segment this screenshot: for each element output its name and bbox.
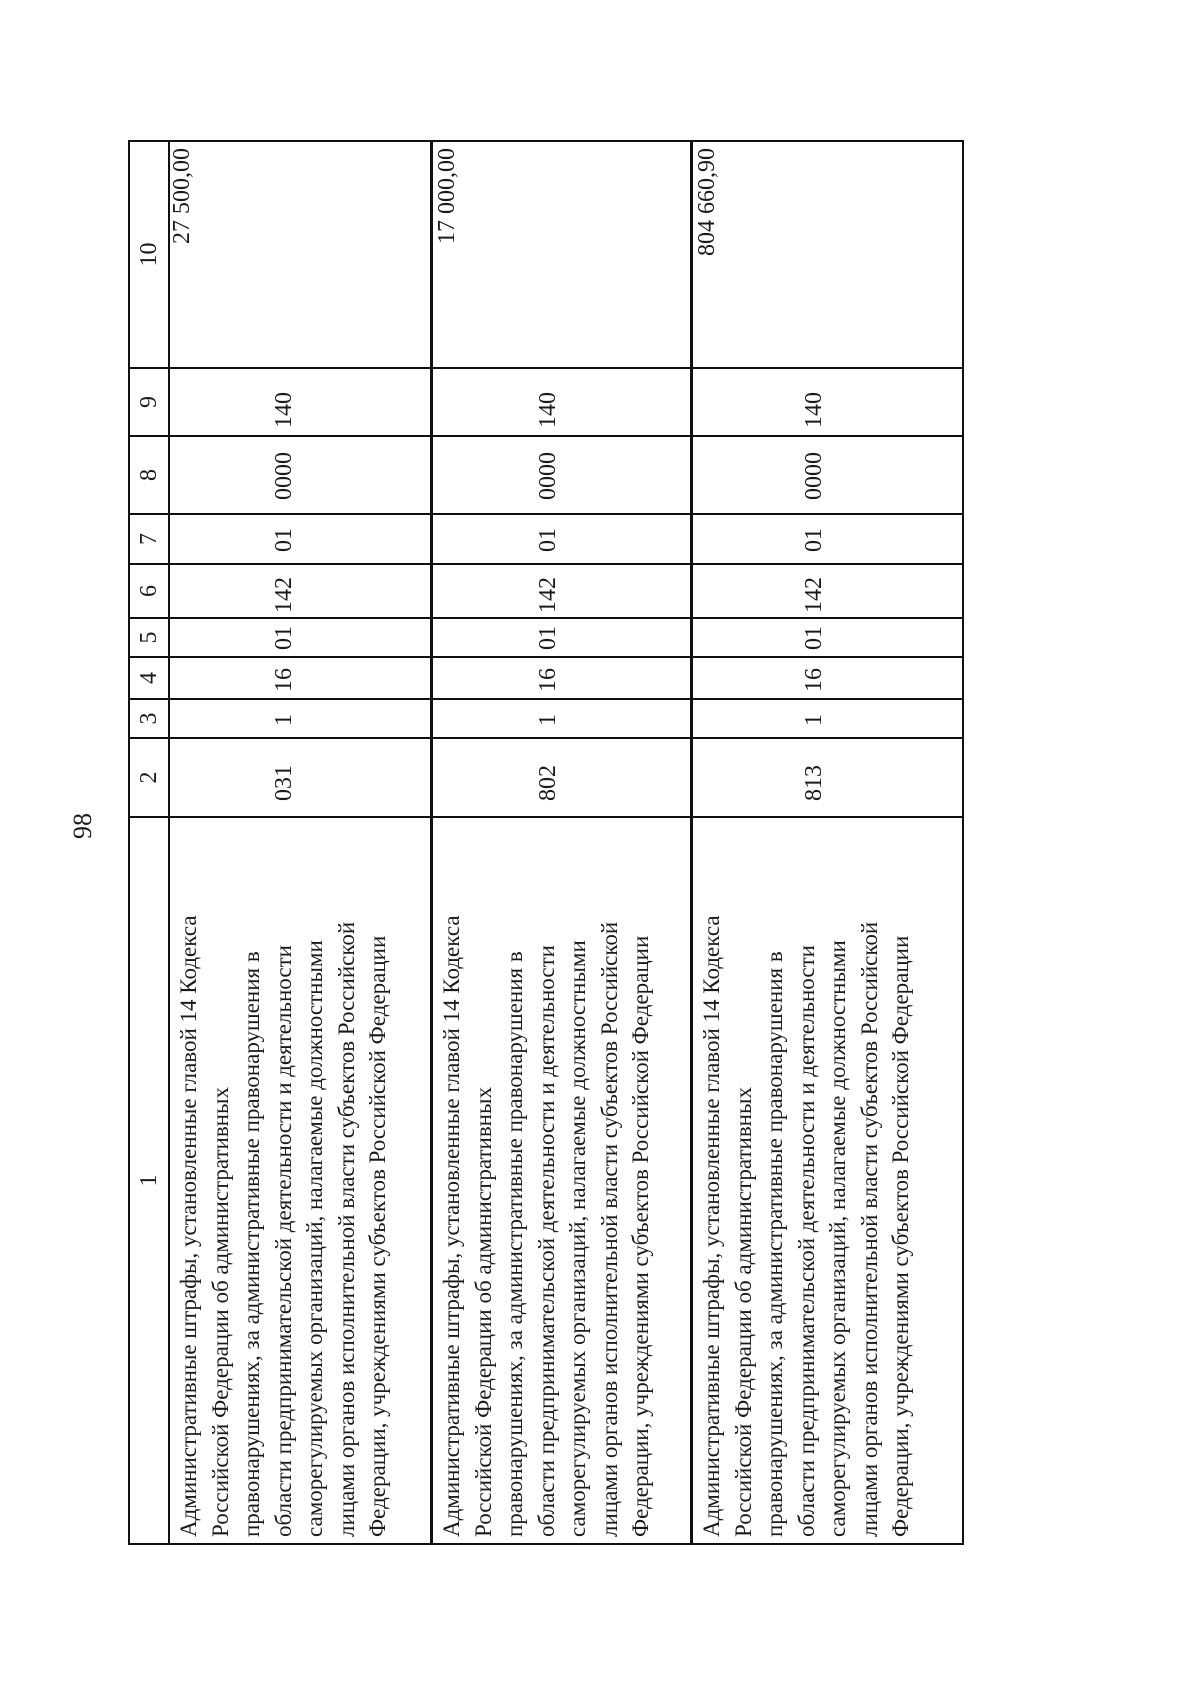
table-row-3-amount: 804 660,90 xyxy=(694,148,720,256)
table-row-2-amount: 17 000,00 xyxy=(434,148,460,244)
table-row-3-description: Административные штрафы, установленные главой 14 Кодекса Российской Федерации об административных правонарушениях, за административные правонарушения в области предпринимательской деятельности и деятельности саморегулируемых организаций, налагаемые должностными лицами органов исполнительной власти субъектов Российской Федерации, учреждениями субъектов Российской Федерации xyxy=(699,915,913,1537)
col-divider xyxy=(128,656,964,658)
header-col-5: 5 xyxy=(136,631,162,644)
table-row-2-col-9: 140 xyxy=(535,392,561,428)
table-row-3-col-3: 1 xyxy=(801,714,827,726)
col-divider xyxy=(128,435,964,437)
table-row-1-col-3: 1 xyxy=(271,714,297,726)
table-row-3-col-5: 01 xyxy=(801,626,827,650)
table-row-1-col-8: 0000 xyxy=(271,452,297,500)
table-row-3-col-9: 140 xyxy=(801,392,827,428)
table-row-2-col-6: 142 xyxy=(535,577,561,613)
table-border-right xyxy=(128,140,964,142)
header-col-2: 2 xyxy=(136,771,162,784)
table-row-1-col-6: 142 xyxy=(271,577,297,613)
table-row-2-col-8: 0000 xyxy=(535,452,561,500)
header-col-6: 6 xyxy=(136,585,162,597)
col-divider xyxy=(128,513,964,515)
table-row-3-col-8: 0000 xyxy=(801,452,827,500)
table-row-2-col-7: 01 xyxy=(535,528,561,552)
table-row-2-col-3: 1 xyxy=(535,714,561,726)
table-border-left xyxy=(128,1543,964,1545)
header-col-9: 9 xyxy=(136,396,162,408)
table-row-3-col-2: 813 xyxy=(801,765,827,801)
header-col-3: 3 xyxy=(136,712,162,725)
page-number: 98 xyxy=(68,813,97,839)
table-row-3-col-4: 16 xyxy=(801,668,827,692)
table-row-2-description: Административные штрафы, установленные главой 14 Кодекса Российской Федерации об административных правонарушениях, за административные правонарушения в области предпринимательской деятельности и деятельности саморегулируемых организаций, налагаемые должностными лицами органов исполнительной власти субъектов Российской Федерации, учреждениями субъектов Российской Федерации xyxy=(439,915,653,1537)
table-row-1-col-5: 01 xyxy=(271,626,297,650)
table-row-1-col-7: 01 xyxy=(271,528,297,552)
table-row-1-amount: 27 500,00 xyxy=(169,148,195,244)
table-border-bottom xyxy=(962,140,964,1545)
col-divider xyxy=(128,698,964,700)
col-divider xyxy=(128,563,964,565)
table-row-1-col-4: 16 xyxy=(271,668,297,692)
header-col-8: 8 xyxy=(136,469,162,481)
header-col-10: 10 xyxy=(136,242,162,267)
table-row-3-col-7: 01 xyxy=(801,528,827,552)
table-row-1-col-9: 140 xyxy=(271,392,297,428)
table-row-1-description: Административные штрафы, установленные главой 14 Кодекса Российской Федерации об административных правонарушениях, за административные правонарушения в области предпринимательской деятельности и деятельности саморегулируемых организаций, налагаемые должностными лицами органов исполнительной власти субъектов Российской Федерации, учреждениями субъектов Российской Федерации xyxy=(176,915,390,1537)
col-divider xyxy=(128,367,964,369)
col-divider xyxy=(128,737,964,739)
table-border-top xyxy=(128,140,130,1545)
table-row-2-col-5: 01 xyxy=(535,626,561,650)
table-row-2-col-2: 802 xyxy=(535,765,561,801)
header-col-1: 1 xyxy=(136,1174,162,1187)
table-row-2-col-4: 16 xyxy=(535,668,561,692)
header-col-7: 7 xyxy=(136,533,162,545)
table-row-3-col-6: 142 xyxy=(801,577,827,613)
header-col-4: 4 xyxy=(136,672,162,684)
col-divider xyxy=(128,617,964,619)
table-row-1-col-2: 031 xyxy=(271,765,297,801)
